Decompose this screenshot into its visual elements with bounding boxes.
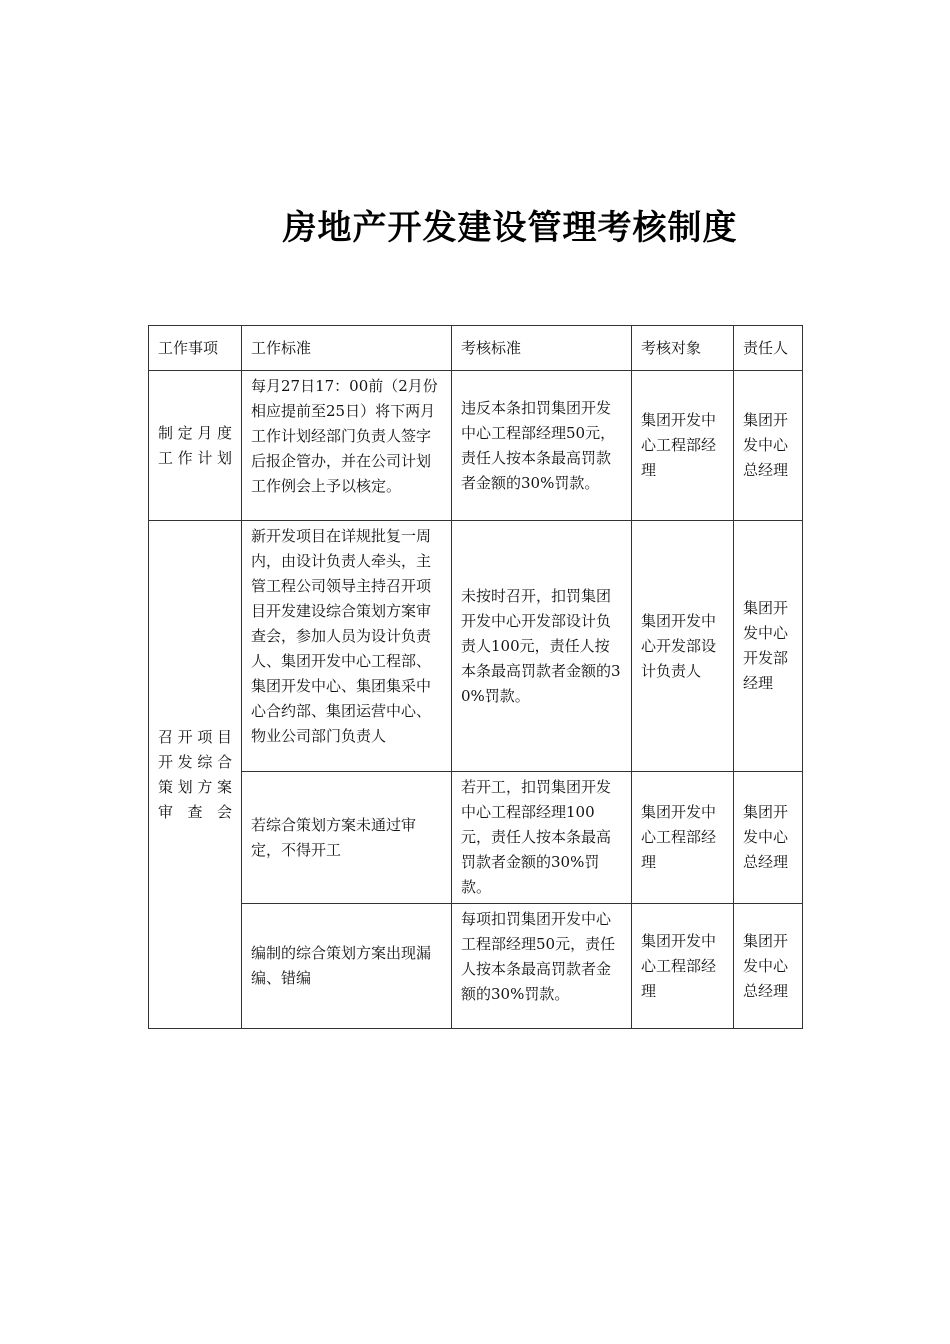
work-standard-cell: 每月27日17：00前（2月份相应提前至25日）将下两月工作计划经部门负责人签字后报企管办，并在公司计划工作例会上予以核定。	[242, 371, 452, 521]
assessment-target-cell: 集团开发中心工程部经理	[632, 904, 734, 1029]
table-header-row	[149, 326, 803, 371]
table-row	[149, 371, 803, 521]
header-assessment-standard: 考核标准	[452, 326, 632, 371]
assessment-target-cell: 集团开发中心工程部经理	[632, 772, 734, 904]
responsible-person-cell: 集团开发中心总经理	[734, 371, 803, 521]
table-row	[149, 521, 803, 772]
assessment-standard-cell: 违反本条扣罚集团开发中心工程部经理50元，责任人按本条最高罚款者金额的30%罚款。	[452, 371, 632, 521]
table-row	[149, 772, 803, 904]
responsible-person-cell: 集团开发中心总经理	[734, 904, 803, 1029]
work-standard-cell: 编制的综合策划方案出现漏编、错编	[242, 904, 452, 1029]
assessment-standard-cell: 未按时召开，扣罚集团开发中心开发部设计负责人100元，责任人按本条最高罚款者金额的30%罚款。	[452, 521, 632, 772]
responsible-person-cell: 集团开发中心开发部经理	[734, 521, 803, 772]
table-row	[149, 904, 803, 1029]
work-standard-cell: 新开发项目在详规批复一周内，由设计负责人牵头，主管工程公司领导主持召开项目开发建设综合策划方案审查会，参加人员为设计负责人、集团开发中心工程部、集团开发中心、集团集采中心合约部、集团运营中心、物业公司部门负责人	[242, 521, 452, 772]
work-standard-cell: 若综合策划方案未通过审定，不得开工	[242, 772, 452, 904]
header-responsible-person: 责任人	[734, 326, 803, 371]
work-item-cell: 制定月度工作计划	[149, 371, 242, 521]
header-assessment-target: 考核对象	[632, 326, 734, 371]
header-work-item: 工作事项	[149, 326, 242, 371]
responsible-person-cell: 集团开发中心总经理	[734, 772, 803, 904]
assessment-standard-cell: 每项扣罚集团开发中心工程部经理50元，责任人按本条最高罚款者金额的30%罚款。	[452, 904, 632, 1029]
header-work-standard: 工作标准	[242, 326, 452, 371]
assessment-standard-cell: 若开工，扣罚集团开发中心工程部经理100元，责任人按本条最高罚款者金额的30%罚款。	[452, 772, 632, 904]
assessment-table	[148, 325, 803, 1029]
assessment-target-cell: 集团开发中心开发部设计负责人	[632, 521, 734, 772]
work-item-cell: 召开项目开发综合策划方案审查会	[149, 521, 242, 1029]
assessment-target-cell: 集团开发中心工程部经理	[632, 371, 734, 521]
page-title: 房地产开发建设管理考核制度	[282, 208, 738, 248]
